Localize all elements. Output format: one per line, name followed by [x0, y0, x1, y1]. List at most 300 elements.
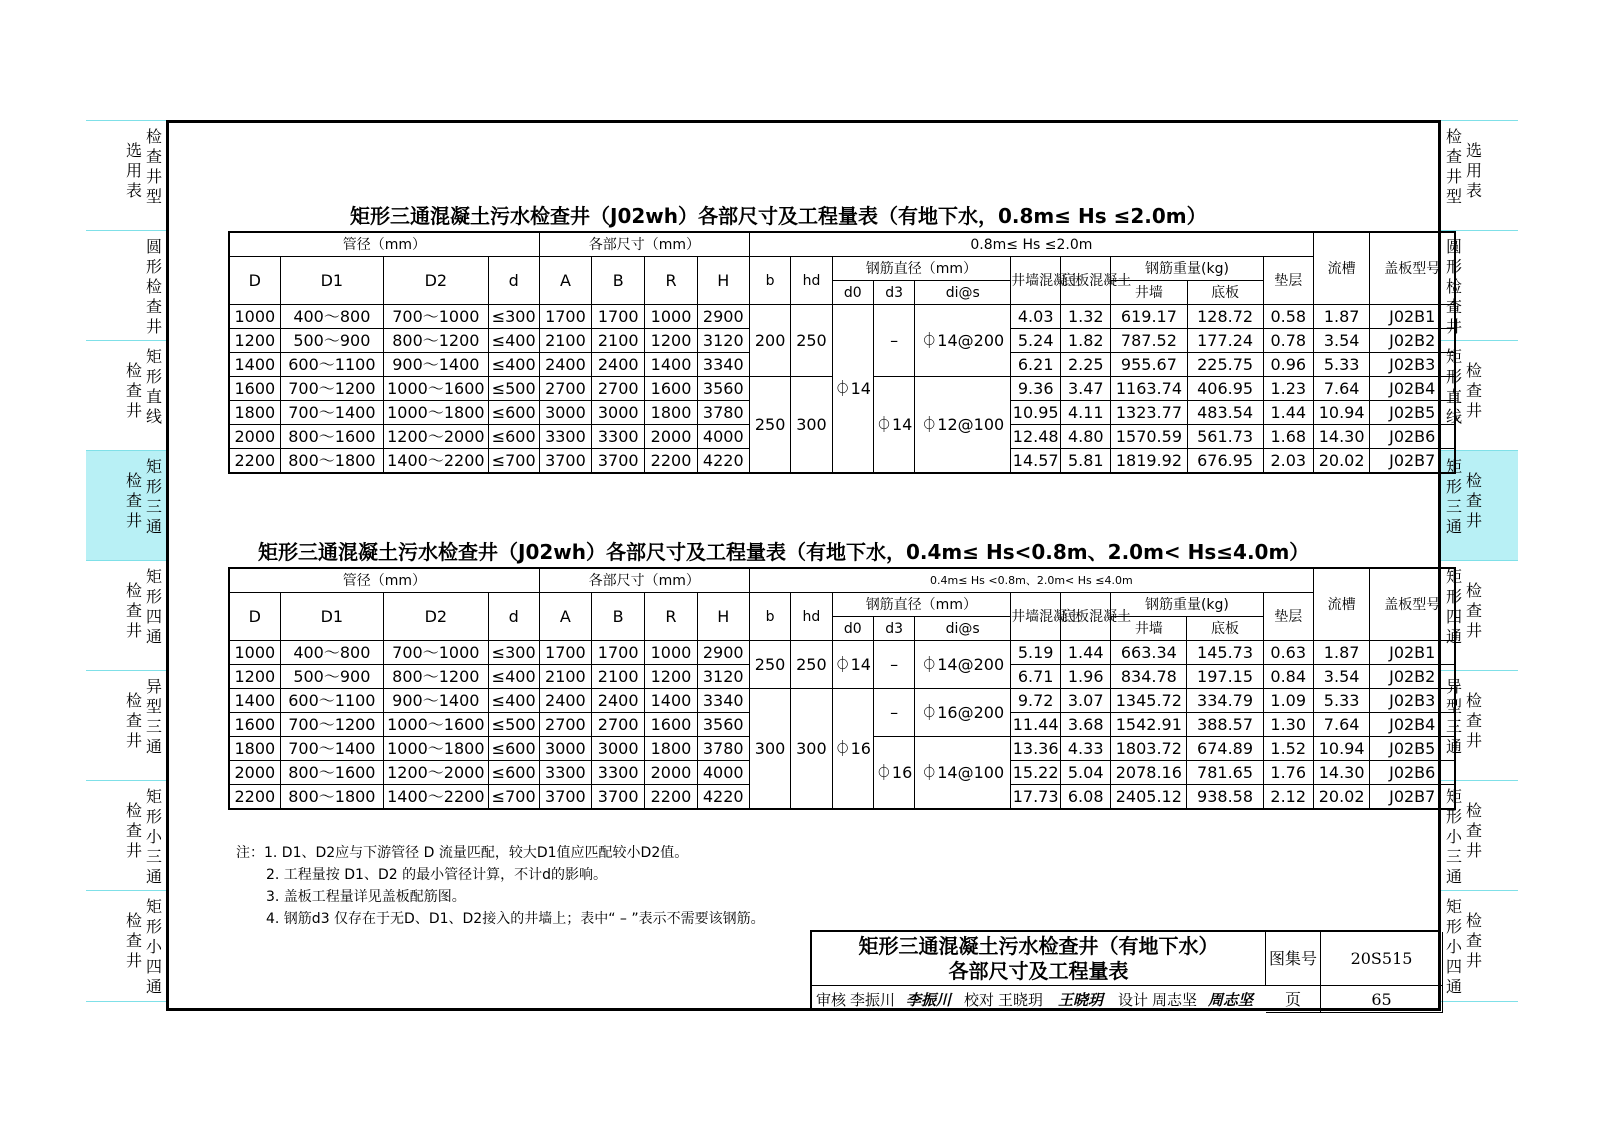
header-row — [229, 568, 1455, 593]
sidebar-tab-5[interactable] — [86, 670, 166, 780]
table-cell: 5.04 — [1061, 761, 1111, 785]
table-cell: 1542.91 — [1111, 713, 1187, 737]
header-rebar-dia: 钢筋直径（mm） — [832, 593, 1011, 617]
table-cell: 2200 — [229, 449, 280, 474]
sidebar-tab-text-b: 检查井 — [125, 911, 142, 970]
table-cell: 7.64 — [1313, 713, 1370, 737]
table-cell: 955.67 — [1111, 353, 1187, 377]
table-cell: 9.72 — [1011, 689, 1061, 713]
table-cell: 1.23 — [1263, 377, 1313, 401]
table-cell: 5.24 — [1011, 329, 1061, 353]
table-cell: 5.81 — [1061, 449, 1111, 474]
review-signature: 李振川 — [906, 991, 952, 1009]
rebar-cell: ⏀14@100 — [915, 737, 1011, 810]
table-cell: 700～1400 — [280, 401, 383, 425]
table-cell: 3340 — [697, 353, 749, 377]
header-dims: 各部尺寸（mm） — [539, 232, 749, 257]
header-H: H — [697, 257, 749, 305]
sidebar-tab-text-b: 选用表 — [125, 141, 142, 200]
drawing-title-line1: 矩形三通混凝土污水检查井（有地下水） — [858, 934, 1219, 958]
table-cell: 2400 — [592, 689, 645, 713]
header-rebar-wt: 钢筋重量(kg) — [1111, 257, 1263, 281]
table-cell: 1000 — [229, 305, 280, 329]
table-cell: 1200 — [229, 665, 280, 689]
table-cell: 2100 — [539, 329, 591, 353]
rebar-cell: 300 — [749, 689, 790, 810]
header-row — [229, 257, 1455, 281]
table1 — [228, 231, 1456, 474]
header-hd: hd — [791, 257, 832, 305]
table-cell: 5.19 — [1011, 641, 1061, 665]
sidebar-tab-text-b: 检查井 — [1465, 691, 1482, 750]
table-cell: 1803.72 — [1111, 737, 1187, 761]
header-rebar-base: 底板 — [1187, 281, 1263, 305]
table-cell: 1600 — [229, 377, 280, 401]
sidebar-tab-text-a: 检查井型 — [145, 127, 162, 206]
table-cell: 700～1200 — [280, 713, 383, 737]
table-cell: 787.52 — [1111, 329, 1187, 353]
header-hd: hd — [791, 593, 832, 641]
table-cell: 3780 — [697, 401, 749, 425]
table-cell: 3.54 — [1313, 329, 1370, 353]
table-cell: 9.36 — [1011, 377, 1061, 401]
rebar-cell: ⏀16 — [832, 689, 873, 810]
table2-title: 矩形三通混凝土污水检查井（J02wh）各部尺寸及工程量表（有地下水，0.4m≤ Hs<0.8m、2.0m< Hs≤4.0m） — [258, 540, 1310, 564]
check-label: 校对 — [964, 991, 995, 1009]
sidebar-tab-text-b: 检查井 — [1465, 581, 1482, 640]
sidebar-tab-0[interactable] — [1438, 120, 1518, 230]
table-cell: ≤300 — [488, 641, 539, 665]
table-cell: 2700 — [592, 713, 645, 737]
design-name: 周志坚 — [1152, 991, 1198, 1009]
table-cell: ≤600 — [488, 761, 539, 785]
header-d: d — [488, 257, 539, 305]
table-cell: 1.44 — [1263, 401, 1313, 425]
table-cell: J02B4 — [1370, 713, 1455, 737]
table-cell: 3.54 — [1313, 665, 1370, 689]
table-cell: 483.54 — [1187, 401, 1263, 425]
sidebar-end — [1438, 1001, 1518, 1002]
table-cell: J02B7 — [1370, 449, 1455, 474]
sidebar-tab-text-b: 检查井 — [1465, 801, 1482, 860]
table2 — [228, 567, 1456, 810]
sidebar-tab-text-b: 检查井 — [125, 471, 142, 530]
sidebar-tab-text-a: 矩形直线 — [145, 347, 162, 426]
table-cell: 1.96 — [1061, 665, 1111, 689]
table-row — [229, 689, 1455, 713]
rebar-cell: ⏀12@100 — [915, 377, 1011, 474]
table-cell: 3000 — [539, 401, 591, 425]
table-cell: 2900 — [697, 641, 749, 665]
rebar-cell: ⏀14@200 — [915, 305, 1011, 377]
header-b: b — [749, 593, 790, 641]
table-cell: 2.12 — [1263, 785, 1313, 810]
table-cell: 2700 — [592, 377, 645, 401]
table-cell: 1000～1600 — [384, 377, 489, 401]
table-cell: 2900 — [697, 305, 749, 329]
header-flow: 流槽 — [1313, 232, 1370, 305]
table-cell: 1000 — [645, 641, 697, 665]
table-cell: 3700 — [539, 449, 591, 474]
table-cell: 1600 — [645, 713, 697, 737]
table-cell: 1200～2000 — [384, 761, 489, 785]
header-base-conc: 底板混凝土 — [1061, 593, 1111, 641]
header-row — [229, 593, 1455, 617]
header-pad: 垫层 — [1263, 593, 1313, 641]
table-cell: ≤600 — [488, 425, 539, 449]
header-rebar-wt: 钢筋重量(kg) — [1111, 593, 1263, 617]
table-cell: 4.80 — [1061, 425, 1111, 449]
sidebar-tab-0[interactable] — [86, 120, 166, 230]
table-cell: 2405.12 — [1111, 785, 1187, 810]
sidebar-tab-1[interactable] — [86, 230, 166, 340]
table-cell: 2700 — [539, 713, 591, 737]
rebar-cell: ⏀14 — [874, 377, 915, 474]
header-D1: D1 — [280, 593, 383, 641]
table-cell: 14.30 — [1313, 761, 1370, 785]
check-name: 王晓玥 — [998, 991, 1044, 1009]
table-cell: 400～800 — [280, 305, 383, 329]
table-cell: 834.78 — [1111, 665, 1187, 689]
table-cell: 3780 — [697, 737, 749, 761]
table-cell: 1400 — [229, 353, 280, 377]
table1-title: 矩形三通混凝土污水检查井（J02wh）各部尺寸及工程量表（有地下水，0.8m≤ Hs ≤2.0m） — [350, 204, 1207, 228]
table-cell: 10.95 — [1011, 401, 1061, 425]
table-cell: J02B4 — [1370, 377, 1455, 401]
sidebar-tab-text-a: 矩形小三通 — [145, 787, 162, 886]
header-rebar-wall: 井墙 — [1111, 281, 1187, 305]
header-B: B — [592, 257, 645, 305]
rebar-cell: ⏀16 — [873, 737, 914, 810]
header-dims: 各部尺寸（mm） — [539, 568, 749, 593]
rebar-cell: 250 — [749, 641, 790, 689]
table-cell: 1400 — [645, 689, 697, 713]
table-cell: 4.03 — [1011, 305, 1061, 329]
sidebar-tab-text-a: 矩形三通 — [1445, 457, 1462, 536]
table-cell: 197.15 — [1187, 665, 1263, 689]
table-cell: 400～800 — [280, 641, 383, 665]
header-D2: D2 — [384, 257, 489, 305]
sidebar-tab-text-b: 检查井 — [1465, 911, 1482, 970]
header-d3: d3 — [873, 617, 914, 641]
table-cell: 600～1100 — [280, 689, 383, 713]
table-cell: 1.82 — [1061, 329, 1111, 353]
table-cell: 4.11 — [1061, 401, 1111, 425]
table-cell: 14.57 — [1011, 449, 1061, 474]
table-cell: 4220 — [697, 785, 749, 810]
table-cell: 500～900 — [280, 329, 383, 353]
table-cell: 1200 — [645, 665, 697, 689]
table-cell: ≤400 — [488, 665, 539, 689]
table-cell: 561.73 — [1187, 425, 1263, 449]
header-rebar-base: 底板 — [1187, 617, 1263, 641]
table-cell: 800～1200 — [384, 329, 489, 353]
rebar-cell: ⏀14@200 — [915, 641, 1011, 689]
header-cover: 盖板型号 — [1370, 568, 1455, 641]
table-row — [229, 641, 1455, 665]
table-cell: 1000～1800 — [384, 401, 489, 425]
table-cell: 1.87 — [1313, 305, 1370, 329]
note-2: 2. 工程量按 D1、D2 的最小管径计算，不计d的影响。 — [266, 867, 607, 883]
table-cell: 0.63 — [1263, 641, 1313, 665]
header-A: A — [539, 593, 591, 641]
table-cell: 3.68 — [1061, 713, 1111, 737]
table-cell: 1200 — [645, 329, 697, 353]
table-cell: 10.94 — [1313, 737, 1370, 761]
table-cell: 2000 — [229, 425, 280, 449]
table-cell: 17.73 — [1011, 785, 1061, 810]
table-cell: 3000 — [592, 401, 645, 425]
header-D2: D2 — [384, 593, 489, 641]
table-cell: ≤600 — [488, 737, 539, 761]
table-cell: J02B3 — [1370, 689, 1455, 713]
table-cell: 1819.92 — [1111, 449, 1187, 474]
table-cell: 1700 — [539, 305, 591, 329]
header-range: 0.4m≤ Hs <0.8m、2.0m< Hs ≤4.0m — [749, 568, 1313, 593]
table-cell: 6.21 — [1011, 353, 1061, 377]
header-row — [229, 232, 1455, 257]
table-cell: 500～900 — [280, 665, 383, 689]
table-cell: 1000 — [229, 641, 280, 665]
sidebar-tab-text-a: 矩形小四通 — [145, 897, 162, 996]
table-cell: 13.36 — [1011, 737, 1061, 761]
table-cell: 1800 — [229, 737, 280, 761]
header-pad: 垫层 — [1263, 257, 1313, 305]
table-cell: 6.71 — [1011, 665, 1061, 689]
table-cell: 3300 — [539, 761, 591, 785]
sidebar-tab-text-b: 检查井 — [125, 361, 142, 420]
sidebar-tab-text-a: 圆形检查井 — [145, 237, 162, 336]
table-cell: 1000～1800 — [384, 737, 489, 761]
table-cell: 1.87 — [1313, 641, 1370, 665]
table-cell: 2400 — [539, 353, 591, 377]
atlas-number: 20S515 — [1321, 932, 1443, 986]
table-cell: ≤500 — [488, 377, 539, 401]
table-cell: 2700 — [539, 377, 591, 401]
table-cell: 2.03 — [1263, 449, 1313, 474]
table-cell: 938.58 — [1187, 785, 1263, 810]
table-cell: 600～1100 — [280, 353, 383, 377]
header-cover: 盖板型号 — [1370, 232, 1455, 305]
header-R: R — [645, 593, 697, 641]
table-cell: 781.65 — [1187, 761, 1263, 785]
review-label: 审核 — [816, 991, 847, 1009]
table-cell: 900～1400 — [384, 689, 489, 713]
sidebar-tab-text-b: 检查井 — [1465, 471, 1482, 530]
rebar-cell: ⏀14 — [832, 641, 873, 689]
rebar-cell: – — [874, 305, 915, 377]
table-cell: 3.07 — [1061, 689, 1111, 713]
table-cell: 800～1600 — [280, 425, 383, 449]
header-d0: d0 — [832, 617, 873, 641]
table-cell: 663.34 — [1111, 641, 1187, 665]
table-cell: 1700 — [539, 641, 591, 665]
table-cell: 4.33 — [1061, 737, 1111, 761]
table-cell: 1.44 — [1061, 641, 1111, 665]
table-cell: 900～1400 — [384, 353, 489, 377]
rebar-cell: 300 — [791, 689, 832, 810]
header-base-conc: 底板混凝土 — [1061, 257, 1111, 305]
sidebar-tab-text-a: 圆形检查井 — [1445, 237, 1462, 336]
header-D: D — [229, 593, 280, 641]
header-wall-conc: 井墙混凝土 — [1011, 593, 1061, 641]
sidebar-tab-text-a: 异型三通 — [145, 677, 162, 756]
header-dis: di@s — [915, 281, 1011, 305]
table-cell: 1.68 — [1263, 425, 1313, 449]
table-cell: 406.95 — [1187, 377, 1263, 401]
table-cell: 1.30 — [1263, 713, 1313, 737]
table-cell: 1800 — [645, 401, 697, 425]
table-cell: 1800 — [229, 401, 280, 425]
table-cell: 1600 — [229, 713, 280, 737]
table-cell: 800～1800 — [280, 785, 383, 810]
table-cell: 2078.16 — [1111, 761, 1187, 785]
table-cell: 619.17 — [1111, 305, 1187, 329]
table-cell: 2200 — [645, 449, 697, 474]
table-cell: J02B2 — [1370, 665, 1455, 689]
notes — [236, 842, 765, 930]
table-cell: 177.24 — [1187, 329, 1263, 353]
table-cell: ≤700 — [488, 449, 539, 474]
atlas-label: 图集号 — [1266, 932, 1321, 986]
sidebar-tab-2[interactable] — [86, 340, 166, 450]
table-cell: 3300 — [539, 425, 591, 449]
table-cell: 676.95 — [1187, 449, 1263, 474]
table-cell: 1600 — [645, 377, 697, 401]
rebar-cell: 250 — [749, 377, 790, 474]
table-cell: 4220 — [697, 449, 749, 474]
sidebar-tab-7[interactable] — [1438, 890, 1518, 1001]
table-cell: 2000 — [645, 761, 697, 785]
table-cell: 5.33 — [1313, 353, 1370, 377]
sidebar-tab-text-b: 检查井 — [125, 691, 142, 750]
page-label: 页 — [1266, 986, 1321, 1013]
table-cell: 10.94 — [1313, 401, 1370, 425]
table-cell: 3000 — [539, 737, 591, 761]
rebar-cell: 250 — [791, 305, 832, 377]
design-signature: 周志坚 — [1208, 991, 1254, 1009]
table-cell: 2400 — [539, 689, 591, 713]
table-cell: 2100 — [592, 329, 645, 353]
table-cell: 14.30 — [1313, 425, 1370, 449]
table-cell: 1700 — [592, 305, 645, 329]
table-cell: 1700 — [592, 641, 645, 665]
page-number: 65 — [1321, 986, 1443, 1013]
header-d3: d3 — [874, 281, 915, 305]
table-cell: 7.64 — [1313, 377, 1370, 401]
drawing-title — [812, 932, 1266, 986]
sidebar-tab-text-a: 矩形四通 — [1445, 567, 1462, 646]
header-wall-conc: 井墙混凝土 — [1011, 257, 1061, 305]
table-cell: 700～1400 — [280, 737, 383, 761]
table-cell: 388.57 — [1187, 713, 1263, 737]
header-flow: 流槽 — [1313, 568, 1370, 641]
header-d: d — [488, 593, 539, 641]
table-cell: ≤400 — [488, 329, 539, 353]
table-cell: 1570.59 — [1111, 425, 1187, 449]
table-cell: 1323.77 — [1111, 401, 1187, 425]
sidebar-tab-text-a: 矩形小四通 — [1445, 897, 1462, 996]
table-cell: 1400 — [645, 353, 697, 377]
table-row — [229, 305, 1455, 329]
table-cell: J02B5 — [1370, 737, 1455, 761]
header-D1: D1 — [280, 257, 383, 305]
header-pipe: 管径（mm） — [229, 568, 539, 593]
table-cell: 3120 — [697, 665, 749, 689]
table-cell: 1345.72 — [1111, 689, 1187, 713]
table-cell: 3560 — [697, 377, 749, 401]
table-cell: 2000 — [645, 425, 697, 449]
table-cell: 5.33 — [1313, 689, 1370, 713]
table-cell: 1163.74 — [1111, 377, 1187, 401]
table-cell: J02B6 — [1370, 425, 1455, 449]
sidebar-tab-7[interactable] — [86, 890, 166, 1001]
table-cell: J02B1 — [1370, 641, 1455, 665]
table-cell: 1200～2000 — [384, 425, 489, 449]
table-cell: 0.96 — [1263, 353, 1313, 377]
table-cell: 2000 — [229, 761, 280, 785]
header-D: D — [229, 257, 280, 305]
table-cell: 128.72 — [1187, 305, 1263, 329]
sidebar-tab-text-a: 矩形直线 — [1445, 347, 1462, 426]
table-cell: 2100 — [592, 665, 645, 689]
table-cell: 0.84 — [1263, 665, 1313, 689]
table-cell: 800～1800 — [280, 449, 383, 474]
sidebar-tab-4[interactable] — [86, 560, 166, 670]
table-cell: 1.76 — [1263, 761, 1313, 785]
table-cell: 1000 — [645, 305, 697, 329]
sidebar-end — [86, 1001, 166, 1002]
table-cell: 1.52 — [1263, 737, 1313, 761]
table-cell: 145.73 — [1187, 641, 1263, 665]
sidebar-tab-text-b: 检查井 — [1465, 361, 1482, 420]
table-cell: 2200 — [229, 785, 280, 810]
header-A: A — [539, 257, 591, 305]
table-cell: 1000～1600 — [384, 713, 489, 737]
table-cell: ≤700 — [488, 785, 539, 810]
table-cell: 0.58 — [1263, 305, 1313, 329]
table-cell: 3300 — [592, 425, 645, 449]
table-cell: ≤300 — [488, 305, 539, 329]
review-name: 李振川 — [850, 991, 896, 1009]
table-cell: ≤400 — [488, 689, 539, 713]
table-cell: ≤400 — [488, 353, 539, 377]
table-cell: 800～1600 — [280, 761, 383, 785]
sidebar-tab-text-a: 检查井型 — [1445, 127, 1462, 206]
table-cell: 3.47 — [1061, 377, 1111, 401]
table-cell: ≤600 — [488, 401, 539, 425]
sidebar-tab-3[interactable] — [86, 450, 166, 560]
table-cell: 1800 — [645, 737, 697, 761]
check-signature: 王晓玥 — [1058, 991, 1104, 1009]
left-sidebar — [86, 120, 166, 1002]
sidebar-tab-text-b: 检查井 — [125, 801, 142, 860]
table-cell: 6.08 — [1061, 785, 1111, 810]
header-H: H — [697, 593, 749, 641]
table-cell: 1.32 — [1061, 305, 1111, 329]
sidebar-tab-text-a: 异型三通 — [1445, 677, 1462, 756]
rebar-cell: – — [873, 641, 914, 689]
table-cell: 2100 — [539, 665, 591, 689]
header-R: R — [645, 257, 697, 305]
table-cell: 334.79 — [1187, 689, 1263, 713]
table-cell: 674.89 — [1187, 737, 1263, 761]
sidebar-tab-6[interactable] — [86, 780, 166, 890]
sidebar-tab-text-a: 矩形三通 — [145, 457, 162, 536]
rebar-cell: 250 — [791, 641, 832, 689]
table-cell: 2.25 — [1061, 353, 1111, 377]
sidebar-tab-text-b: 选用表 — [1465, 141, 1482, 200]
